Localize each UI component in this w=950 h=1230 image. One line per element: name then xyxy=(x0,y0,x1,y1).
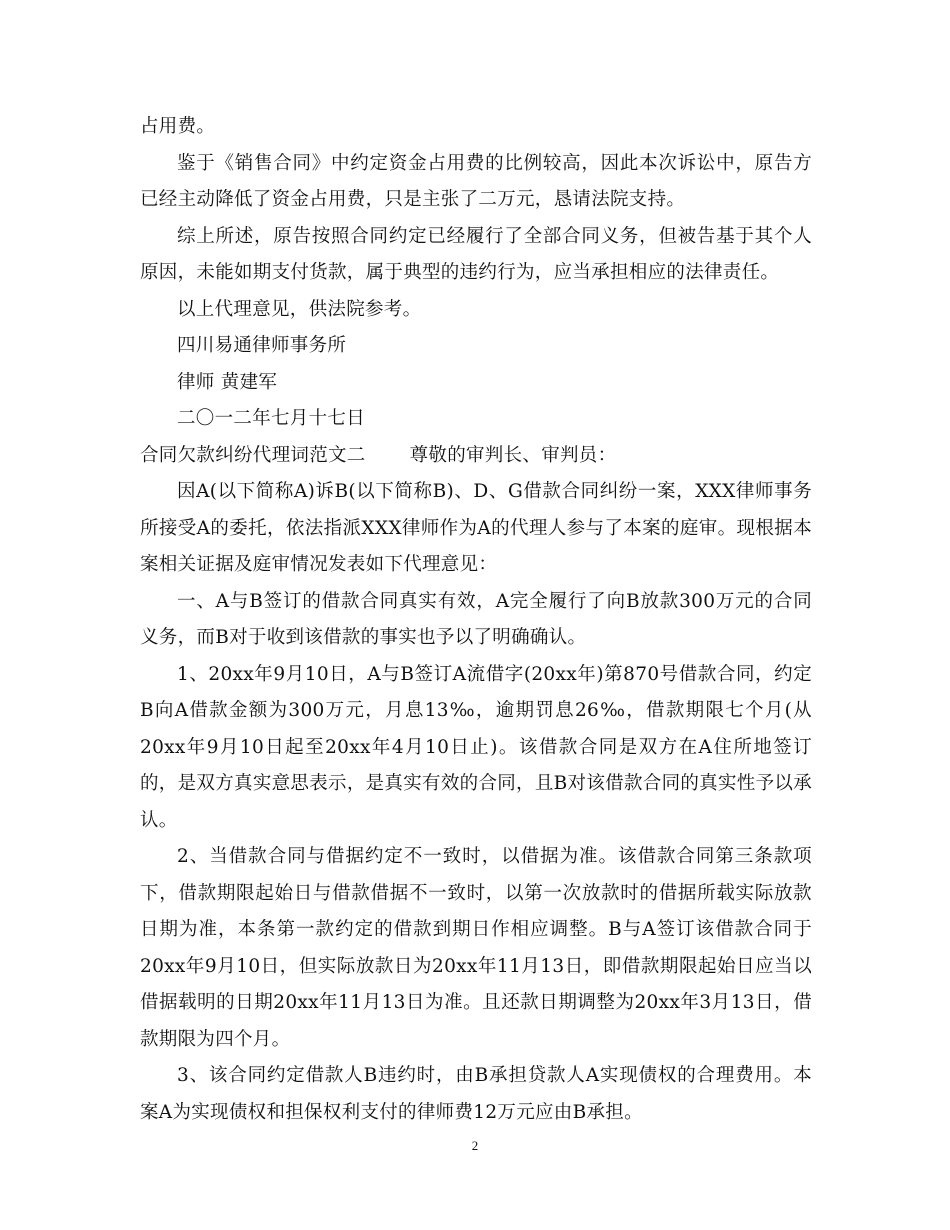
paragraph-item-3: 3、该合同约定借款人B违约时，由B承担贷款人A实现债权的合理费用。本案A为实现债权和担保权利支付的律师费12万元应由B承担。 xyxy=(140,1065,812,1123)
paragraph-case-intro: 因A(以下简称A)诉B(以下简称B)、D、G借款合同纠纷一案，XXX律师事务所接受A的委托，依法指派XXX律师作为A的代理人参与了本案的庭审。现根据本案相关证据及庭审情况发表如下代理意见： xyxy=(140,481,812,575)
lawyer-signature: 律师 黄建军 xyxy=(177,371,278,393)
section-title: 合同欠款纠纷代理词范文二 xyxy=(140,444,366,466)
law-firm-name: 四川易通律师事务所 xyxy=(177,335,347,356)
paragraph-fee-reduction: 鉴于《销售合同》中约定资金占用费的比例较高，因此本次诉讼中，原告方已经主动降低了资金占用费，只是主张了二万元，恳请法院支持。 xyxy=(140,152,812,210)
section-heading-line xyxy=(140,438,812,475)
paragraph-item-2: 2、当借款合同与借据约定不一致时，以借据为准。该借款合同第三条款项下，借款期限起始日与借款借据不一致时，以第一次放款时的借据所载实际放款日期为准，本条第一款约定的借款到期日作相应调整。B与A签订该借款合同于20xx年9月10日，但实际放款日为20xx年11月13日，即借款期限起始日应当以借据载明的日期20xx年11月13日为准。且还款日期调整为20xx年3月13日，借款期限为四个月。 xyxy=(140,846,812,1050)
paragraph-continuation: 占用费。 xyxy=(140,116,216,137)
document-body xyxy=(140,109,812,1131)
paragraph-item-1: 1、20xx年9月10日，A与B签订A流借字(20xx年)第870号借款合同，约定B向A借款金额为300万元，月息13‰，逾期罚息26‰，借款期限七个月(从20xx年9月10日起至20xx年4月10日止)。该借款合同是双方在A住所地签订的，是双方真实意思表示，是真实有效的合同，且B对该借款合同的真实性予以承认。 xyxy=(140,663,812,831)
paragraph-summary: 综上所述，原告按照合同约定已经履行了全部合同义务，但被告基于其个人原因，未能如期支付货款，属于典型的违约行为，应当承担相应的法律责任。 xyxy=(140,225,812,283)
document-date: 二〇一二年七月十七日 xyxy=(177,408,366,429)
paragraph-point-one: 一、A与B签订的借款合同真实有效，A完全履行了向B放款300万元的合同义务，而B对于收到该借款的事实也予以了明确确认。 xyxy=(140,590,812,648)
salutation: 尊敬的审判长、审判员： xyxy=(409,444,617,466)
page-number: 2 xyxy=(471,1138,479,1153)
paragraph-closing: 以上代理意见，供法院参考。 xyxy=(177,298,422,320)
